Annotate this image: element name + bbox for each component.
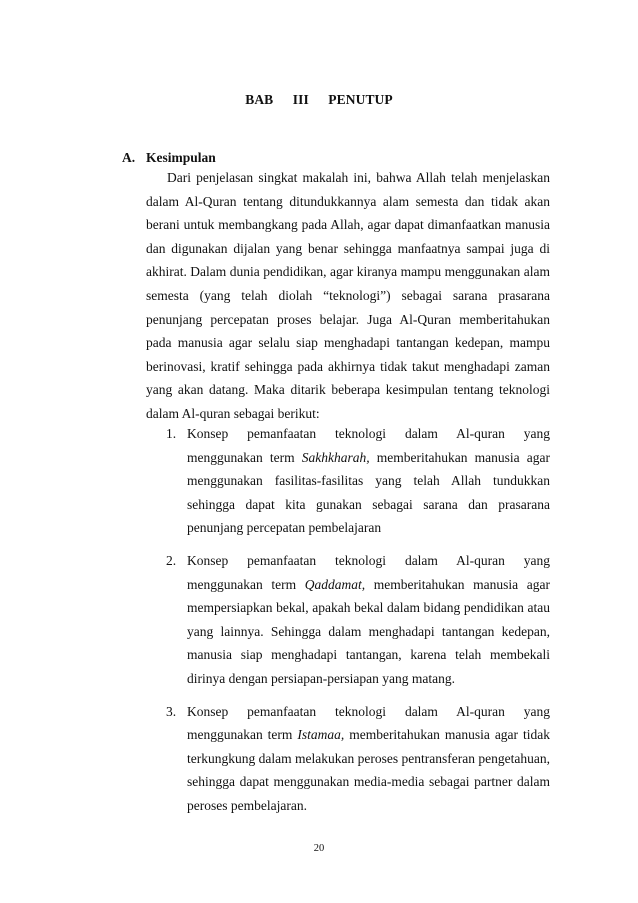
list-item-text-before: Konsep pemanfaatan teknologi dalam Al-quran yang menggunakan term	[187, 552, 550, 592]
list-item-number: 3.	[166, 703, 177, 719]
chapter-title	[0, 92, 638, 108]
conclusion-list	[166, 422, 550, 827]
page-number: 20	[313, 843, 325, 854]
list-item-term: Istamaa,	[297, 727, 345, 743]
list-item-text-before: Konsep pemanfaatan teknologi dalam Al-quran yang menggunakan term	[187, 703, 550, 743]
list-item-text-before: Konsep pemanfaatan teknologi dalam Al-quran yang menggunakan term	[187, 426, 550, 465]
list-item-number: 1.	[166, 426, 177, 441]
list-item-term: Qaddamat,	[304, 576, 366, 592]
body-paragraph: Dari penjelasan singkat makalah ini, bahwa Allah telah menjelaskan dalam Al-Quran tentang ditundukkannya alam semesta dan tidak akan berani untuk membangkang pada Allah, agar dapat dimanfaatkan manusia dan digunakan dijalan yang benar sehingga manfaatnya sampai juga di akhirat. Dalam dunia pendidikan, agar kiranya mampu menggunakan alam semesta (yang telah diolah “teknologi”) sebagai sarana prasarana penunjang percepatan proses belajar. Juga Al-Quran memberitahukan pada manusia agar selalu siap menghadapi tantangan kedepan, mampu berinovasi, kratif sehingga pada akhirnya tidak takut menghadapi zaman yang akan datang. Maka ditarik beberapa kesimpulan tentang teknologi dalam Al-quran sebagai berikut:	[146, 170, 550, 421]
chapter-label: BAB	[245, 92, 274, 107]
list-item	[166, 422, 550, 540]
list-item-text-after: memberitahukan manusia agar mempersiapkan bekal, apakah bekal dalam bidang pendidikan atau yang lainnya. Sehingga dalam menghadapi tantangan kedepan, manusia siap menghadapi tantangan, karena telah membekali dirinya dengan persiapan-persiapan yang matang.	[187, 576, 551, 686]
list-item-text-after: memberitahukan manusia agar menggunakan fasilitas-fasilitas yang telah Allah tundukkan sehingga dapat kita gunakan sebagai sarana dan prasarana penunjang percepatan pembelajaran	[187, 449, 551, 536]
list-item-term: Sakhkharah,	[301, 449, 370, 465]
chapter-name: III PENUTUP	[292, 92, 393, 107]
list-item	[166, 549, 550, 691]
list-item-number: 2.	[166, 552, 177, 568]
list-item	[166, 700, 550, 818]
section-heading	[122, 150, 216, 166]
list-item-text-after: memberitahukan manusia agar tidak terkungkung dalam melakukan peroses pentransferan pengetahuan, sehingga dapat menggunakan media-media sebagai partner dalam peroses pembelajaran.	[187, 727, 550, 813]
section-title: Kesimpulan	[146, 150, 216, 165]
section-letter: A.	[122, 150, 136, 165]
